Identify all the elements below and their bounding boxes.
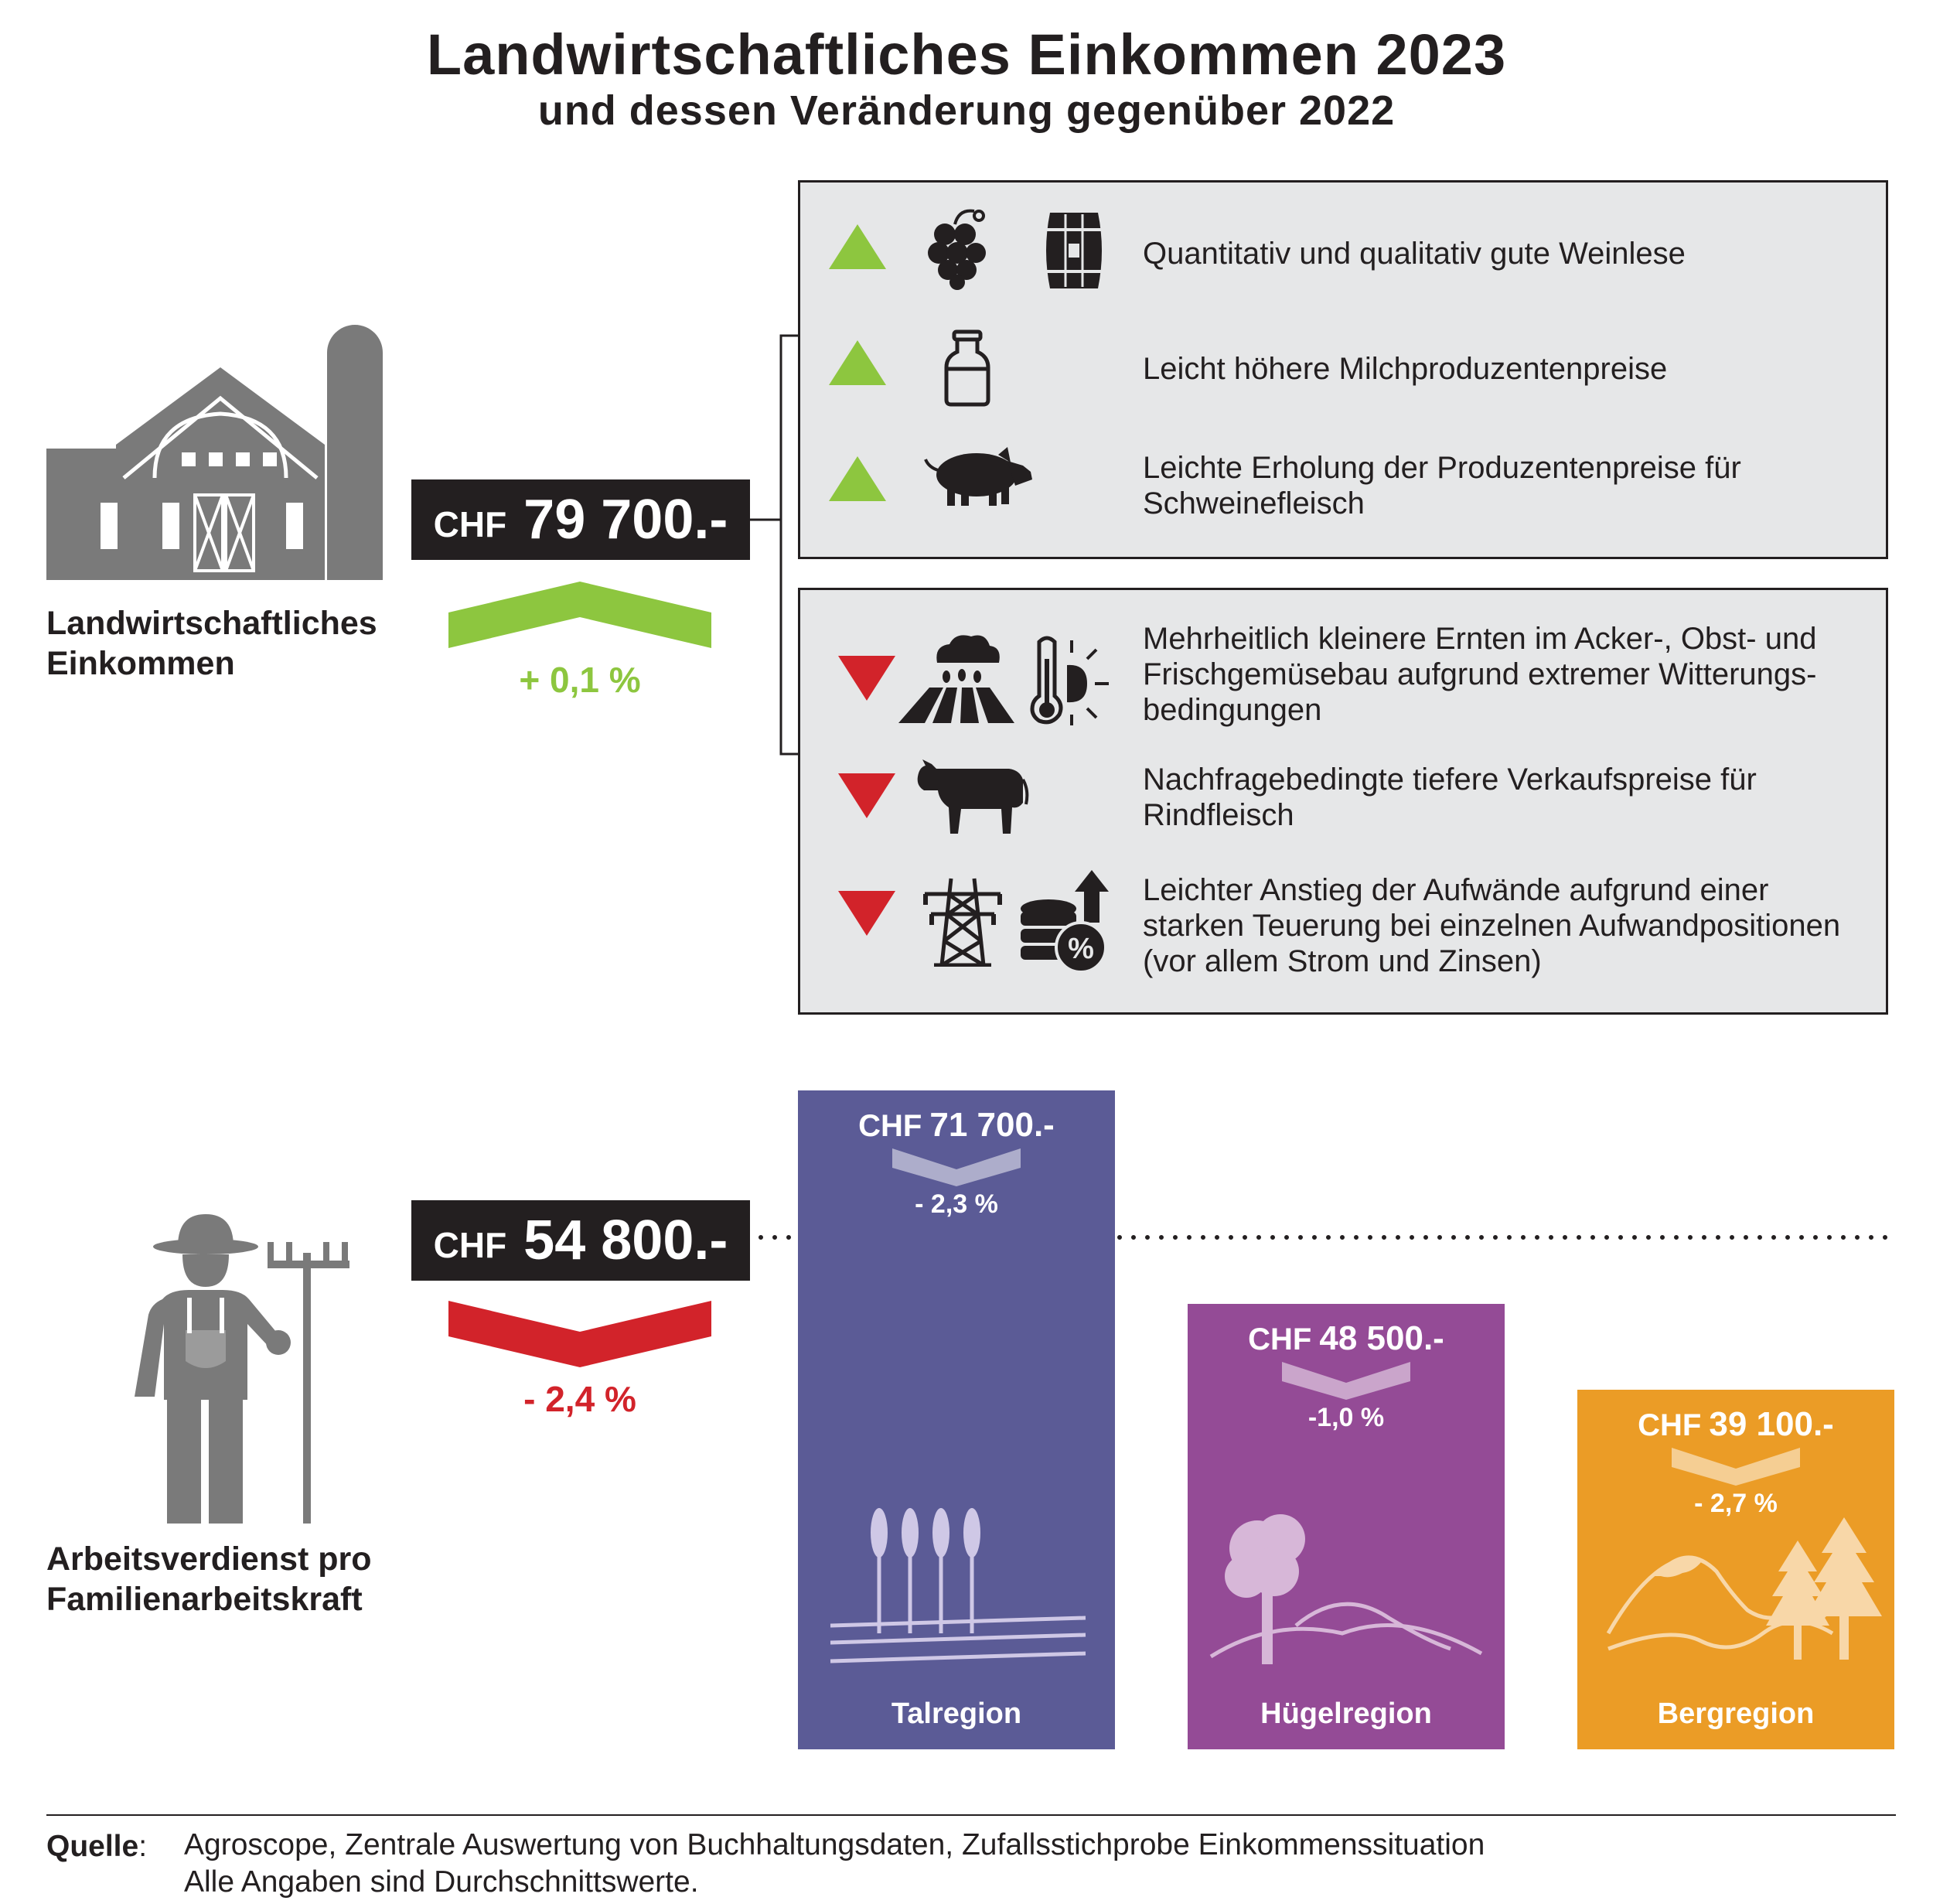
currency-label: CHF — [433, 1225, 507, 1265]
decrease-chevron-icon — [798, 1090, 1115, 1245]
income-label: Landwirtschaftliches Einkommen — [46, 605, 377, 682]
bar-talregion — [798, 1090, 1115, 1749]
bar-value-label: CHF 48 500.- — [1248, 1319, 1444, 1357]
earnings-label: Arbeitsverdienst pro Familienarbeitskraft — [46, 1541, 372, 1618]
income-change: + 0,1 % — [519, 660, 641, 700]
earnings-value: 54 800.- — [523, 1210, 728, 1271]
bar-change-label: -1,0 % — [1307, 1403, 1385, 1432]
source-text: Agroscope, Zentrale Auswertung von Buchhaltungsdaten, Zufallsstichprobe Einkommenssituation Alle Angaben sind Durchschnittswerte. — [184, 1828, 1485, 1899]
income-value: 79 700.- — [523, 489, 728, 551]
wheat-field-icon — [798, 1502, 1115, 1687]
mountains-trees-icon — [1577, 1502, 1894, 1687]
currency-label: CHF — [433, 504, 507, 544]
factor-text: Mehrheitlich kleinere Ernten im Acker-, Obst- und Frischgemüsebau aufgrund extremer Witterungs- bedingungen — [1143, 622, 1817, 727]
earnings-change: - 2,4 % — [523, 1379, 636, 1419]
page-subtitle: und dessen Veränderung gegenüber 2022 — [537, 87, 1396, 134]
decrease-chevron-icon — [1188, 1304, 1505, 1459]
bar-category-label: Hügelregion — [1260, 1698, 1432, 1730]
bar-change-label: - 2,7 % — [1694, 1489, 1778, 1518]
bar-category-label: Bergregion — [1657, 1698, 1815, 1730]
svg-text:%: % — [1068, 933, 1094, 965]
bar-huegelregion — [1188, 1304, 1505, 1749]
factor-text: Leichter Anstieg der Aufwände aufgrund einer starken Teuerung bei einzelnen Aufwandpositionen (vor allem Strom und Zinsen) — [1143, 873, 1841, 978]
factor-text: Leicht höhere Milchproduzentenpreise — [1143, 352, 1668, 386]
source-label: Quelle: — [46, 1830, 148, 1863]
hills-tree-icon — [1188, 1502, 1505, 1687]
page-title: Landwirtschaftliches Einkommen 2023 — [426, 22, 1507, 87]
factor-text: Leichte Erholung der Produzentenpreise für Schweinefleisch — [1143, 451, 1741, 520]
bar-category-label: Talregion — [891, 1698, 1022, 1730]
bar-value-label: CHF 71 700.- — [858, 1106, 1055, 1144]
footer-divider — [46, 1814, 1896, 1816]
bar-value-label: CHF 39 100.- — [1638, 1405, 1834, 1443]
factor-text: Nachfragebedingte tiefere Verkaufspreise für Rindfleisch — [1143, 763, 1757, 832]
bar-bergregion — [1577, 1390, 1894, 1749]
bar-change-label: - 2,3 % — [915, 1189, 998, 1219]
factor-text: Quantitativ und qualitativ gute Weinlese — [1143, 237, 1686, 271]
